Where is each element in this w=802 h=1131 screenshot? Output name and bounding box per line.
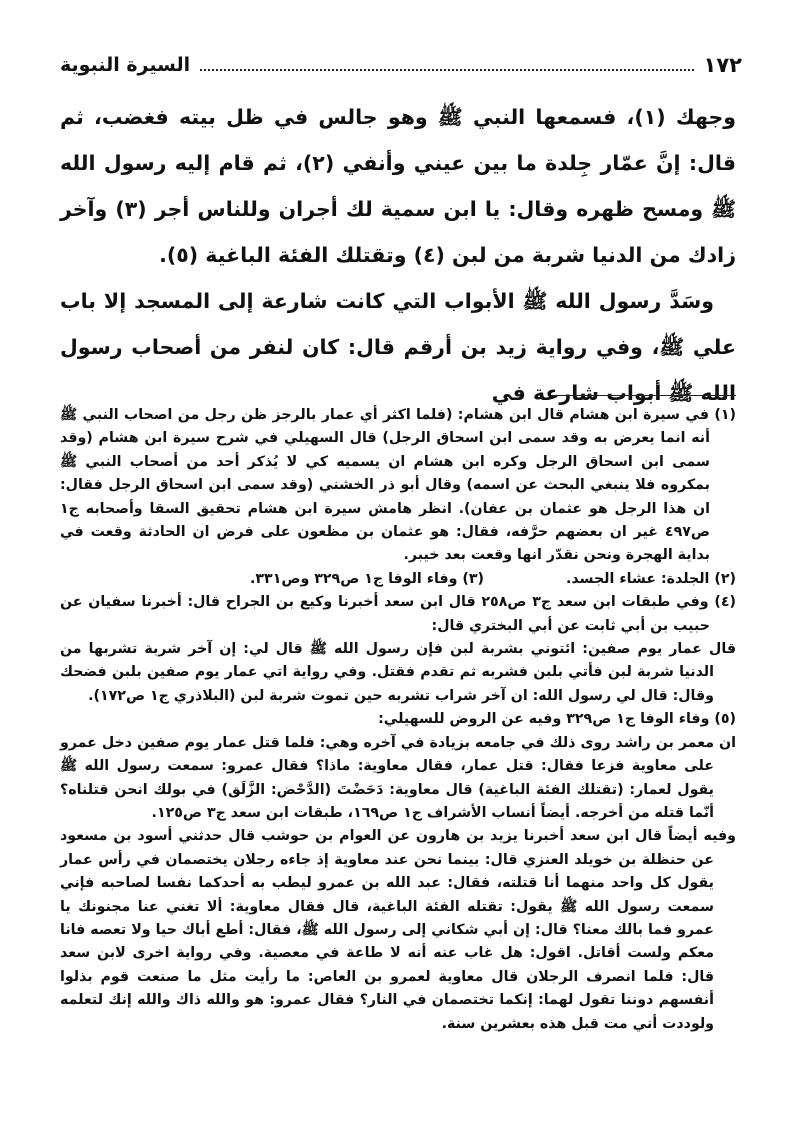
header-leader-dots <box>200 59 693 71</box>
footnote-2: (٢) الجلدة: عشاء الجسد. <box>565 570 736 587</box>
footnote-3: (٣) وفاء الوفا ج١ ص٣٢٩ وص٣٣١. <box>250 570 484 587</box>
main-paragraph: وسَدَّ رسول الله ﷺ الأبواب التي كانت شارعة إلى المسجد إلا باب علي ﷺ، وفي رواية زيد بن أرقم قال: كان لنفر من أصحاب رسول الله ﷺ أبواب شارعة في <box>60 289 736 405</box>
main-paragraph: وجهك (١)، فسمعها النبي ﷺ وهو جالس في ظل بيته فغضب، ثم قال: إنَّ عمّار جِلدة ما بين عيني وأنفي (٢)، ثم قام إليه رسول الله ﷺ ومسح ظهره وقال: يا ابن سمية لك أجران وللناس أجر (٣) وآخر زادك من الدنيا شربة من لبن (٤) وتقتلك الفئة الباغية (٥). <box>60 105 736 267</box>
footnote-5: (٥) وفاء الوفا ج١ ص٣٢٩ وفيه عن الروض للسهيلي: <box>378 711 736 728</box>
running-header <box>60 50 742 80</box>
footnote-row-2-3 <box>60 568 736 591</box>
footnote-5-continuation: ان معمر بن راشد روى ذلك في جامعه بزيادة في آخره وهي: فلما قتل عمار يوم صفين دخل عمرو على معاوية فزعا فقال: قتل عمار، فقال معاوية: ماذا؟ فقال عمرو: سمعت رسول الله ﷺ يقول لعمار: (تقتلك الفئة الباغية) قال معاوية: دَحَضْتَ (الدَّحْض: الزَّلَق) في بولك انحن قتلناه؟ أنّما قتله من أخرجه. أيضاً أنساب الأشراف ج١ ص١٦٩، طبقات ابن سعد ج٣ ص١٢٥. <box>60 734 736 821</box>
page-number: ١٧٢ <box>703 53 742 77</box>
footnote-1: (١) في سيرة ابن هشام قال ابن هشام: (فلما اكثر أي عمار بالرجز ظن رجل من اصحاب النبي ﷺ أنه انما يعرض به وقد سمى ابن اسحاق الرجل) قال السهيلي في شرح سيرة ابن هشام (وقد سمى ابن اسحاق الرجل وكره ابن هشام ان يسميه كي لا يُذكر أحد من أصحاب النبي ﷺ بمكروه فلا ينبغي البحث عن اسمه) وقال أبو ذر الخشني (وقد سمى ابن اسحاق الرجل فقال: ان هذا الرجل هو عثمان بن عفان). انظر هامش سيرة ابن هشام تحقيق السقا وأصحابه ج١ ص٤٩٧ غير ان بعضهم حرَّفه، فقال: هو عثمان بن مظعون على فرض ان الحادثة وقعت في بداية الهجرة ونحن نقدّر انها وقعت بعد خيبر. <box>60 407 736 564</box>
running-title: السيرة النبوية <box>60 54 191 76</box>
footnote-4-continuation: قال عمار يوم صفين: ائتوني بشربة لبن فإن رسول الله ﷺ قال لي: إن آخر شربة تشربها من الدنيا شربة لبن فأتي بلبن فشربه ثم تقدم فقتل. وفي رواية اتي عمار يوم صفين بلبن فضحك وقال: قال لي رسول الله: ان آخر شراب تشربه حين تموت شربة لبن (البلاذري ج١ ص١٧٢). <box>60 641 736 704</box>
main-text <box>60 94 736 416</box>
footnote-4: (٤) وفي طبقات ابن سعد ج٣ ص٢٥٨ قال ابن سعد أخبرنا وكيع بن الجراح قال: أخبرنا سفيان عن حبيب بن أبي ثابت عن أبي البختري قال: <box>60 594 736 634</box>
footnote-separator <box>551 395 736 396</box>
footnotes <box>60 404 736 1036</box>
footnote-5-continuation: وفيه أيضاً قال ابن سعد أخبرنا يزيد بن هارون عن العوام بن حوشب قال حدثني أسود بن مسعود عن حنظلة بن خويلد العنزي قال: بينما نحن عند معاوية إذ جاءه رجلان يختصمان في رأس عمار يقول كل واحد منهما أنا قتلته، فقال: عبد الله بن عمرو ليطب به أحدكما نفسا لصاحبه فإني سمعت رسول الله ﷺ يقول: تقتله الفئة الباغية، قال فقال معاوية: ألا تغني عنا مجنونك يا عمرو فما بالك معنا؟ قال: إن أبي شكاني إلى رسول الله ﷺ، فقال: أطع أباك حيا ولا تعصه فانا معكم ولست أقاتل. اقول: هل غاب عنه أنه لا طاعة في معصية. وفي رواية اخرى لابن سعد قال: فلما انصرف الرجلان قال معاوية لعمرو بن العاص: ما رأيت مثل ما صنعت قوم بذلوا أنفسهم دوننا تقول لهما: إنكما تختصمان في النار؟ فقال عمرو: هو والله ذاك والله إنك لتعلمه ولوددت أني مت قبل هذه بعشرين سنة. <box>60 828 736 1032</box>
